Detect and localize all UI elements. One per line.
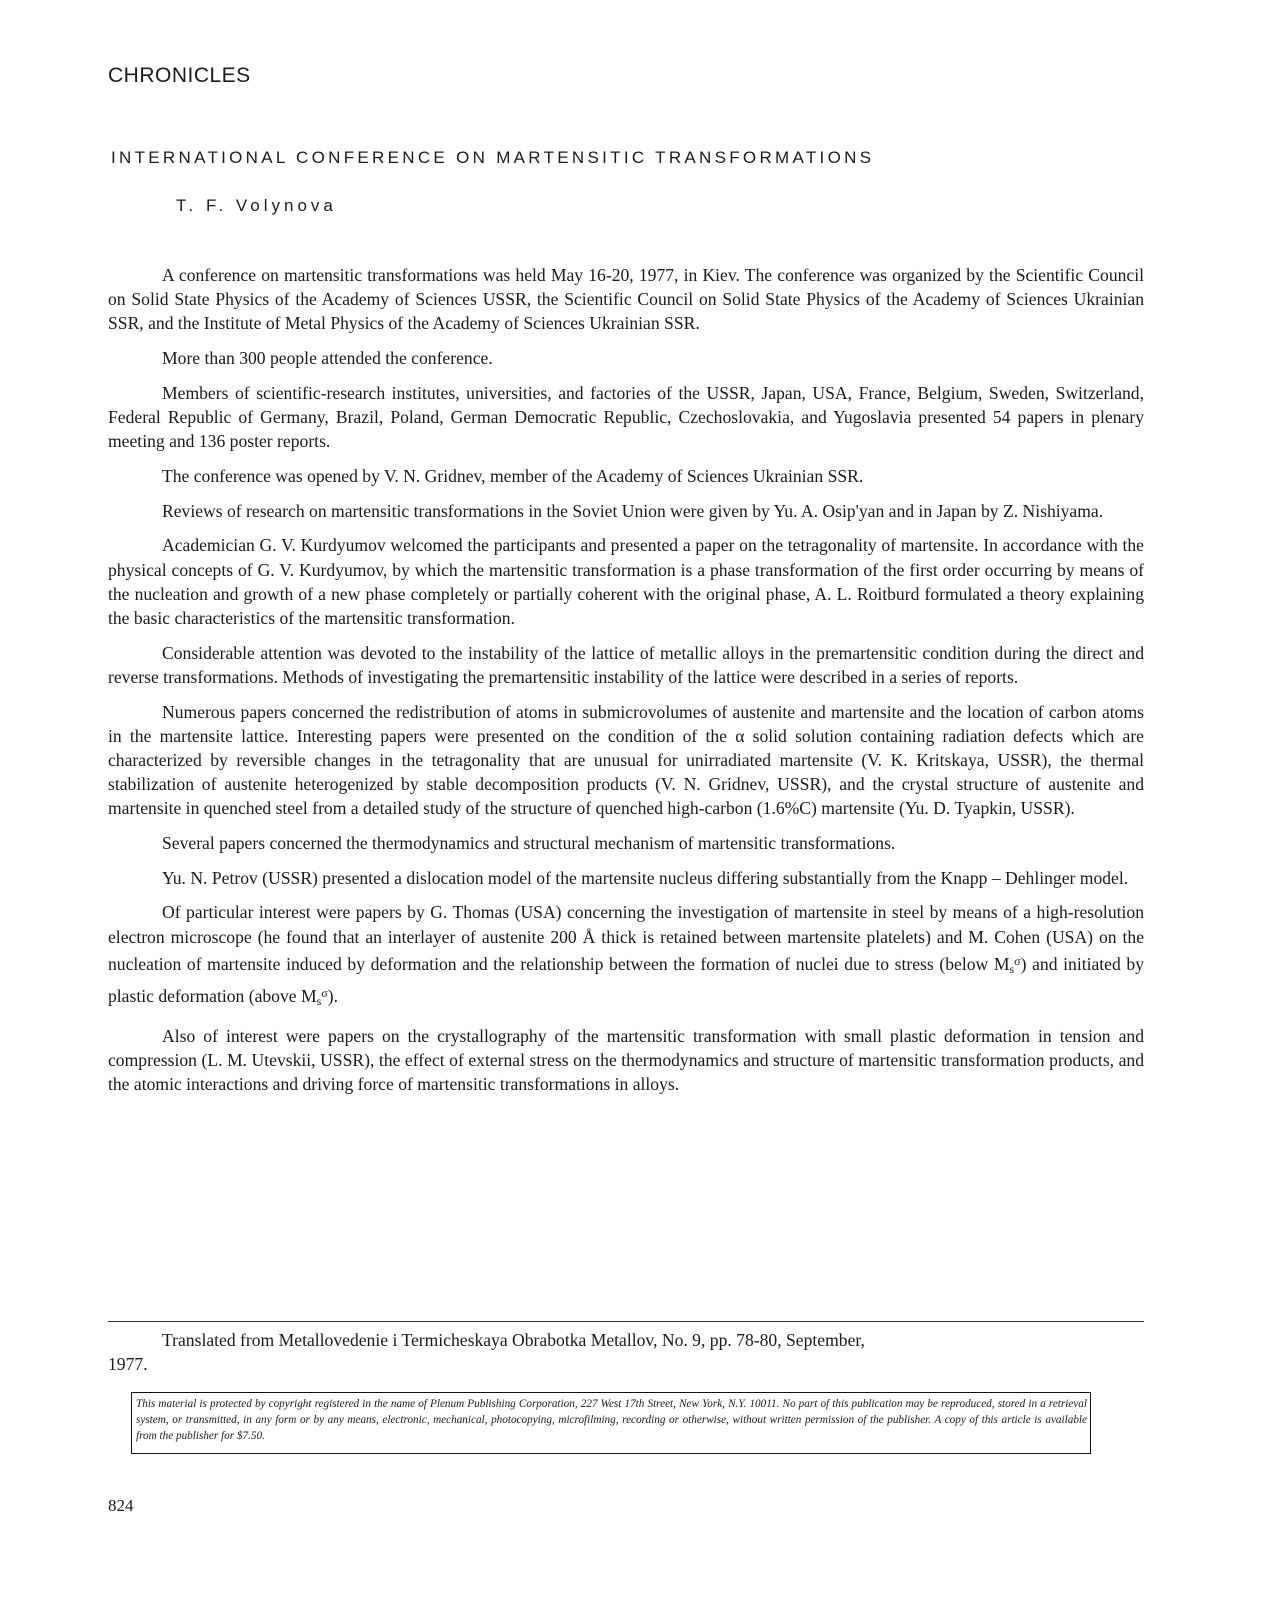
article-title: INTERNATIONAL CONFERENCE ON MARTENSITIC TRANSFORMATIONS	[111, 148, 875, 167]
text-run: Of particular interest were papers by G. Thomas (USA) concerning the investigation of martensite in steel by means of a high-resolution electron microscope (he found that an interlayer of austenite 200 Å thick is retained between martensite platelets) and M. Cohen (USA) on the nucleation of martensite induced by deformation and the relationship between the formation of nuclei due to stress (below M	[108, 902, 1144, 974]
paragraph: Academician G. V. Kurdyumov welcomed the participants and presented a paper on the tetragonality of martensite. In accordance with the physical concepts of G. V. Kurdyumov, by which the martensitic transformation is a phase transformation of the first order occurring by means of the nucleation and growth of a new phase completely or partially coherent with the original phase, A. L. Roitburd formulated a theory explaining the basic characteristics of the martensitic transformation.	[108, 535, 1144, 628]
text-run: ) and initiated by plastic deformation (above M	[108, 953, 1145, 1007]
section-heading: CHRONICLES	[108, 64, 251, 87]
paragraph: More than 300 people attended the conference.	[162, 348, 493, 369]
subscript: s	[316, 994, 322, 1009]
paragraph: Yu. N. Petrov (USSR) presented a dislocation model of the martensite nucleus differing substantially from the Knapp – Dehlinger model.	[162, 867, 1129, 888]
footnote-divider	[108, 1321, 1144, 1322]
paragraph: Reviews of research on martensitic transformations in the Soviet Union were given by Yu. A. Osip'yan and in Japan by Z. Nishiyama.	[162, 500, 1104, 521]
copyright-notice: This material is protected by copyright registered in the name of Plenum Publishing Corporation, 227 West 17th Street, New York, N.Y. 10011. No part of this publication may be reproduced, stored in a retrieval system, or transmitted, in any form or by any means, electronic, mechanical, photocopying, microfilming, recording or otherwise, without written permission of the publisher. A copy of this article is available from the publisher for $7.50.	[131, 1392, 1091, 1454]
paragraph	[108, 900, 1144, 1013]
paragraph: Several papers concerned the thermodynamics and structural mechanism of martensitic transformations.	[162, 833, 896, 854]
paragraph: Members of scientific-research institutes, universities, and factories of the USSR, Japan, USA, France, Belgium, Sweden, Switzerland, Federal Republic of Germany, Brazil, Poland, German Democratic Republic, Czechoslovakia, and Yugoslavia presented 54 papers in plenary meeting and 136 poster reports.	[108, 382, 1144, 452]
superscript: σ	[321, 986, 328, 1001]
paragraph: Also of interest were papers on the crystallography of the martensitic transformation with small plastic deformation in tension and compression (L. M. Utevskii, USSR), the effect of external stress on the thermodynamics and structure of martensitic transformation products, and the atomic interactions and driving force of martensitic transformations in alloys.	[108, 1025, 1144, 1095]
translation-source: Translated from Metallovedenie i Termicheskaya Obrabotka Metallov, No. 9, pp. 78-80, September,	[162, 1330, 865, 1350]
article-author: T. F. Volynova	[176, 196, 337, 215]
paragraph: The conference was opened by V. N. Gridnev, member of the Academy of Sciences Ukrainian SSR.	[162, 465, 864, 486]
paragraph: Considerable attention was devoted to the instability of the lattice of metallic alloys in the premartensitic condition during the direct and reverse transformations. Methods of investigating the premartensitic instability of the lattice were described in a series of reports.	[108, 642, 1144, 687]
translation-note	[108, 1328, 1108, 1376]
subscript: s	[1009, 961, 1015, 976]
translation-year: 1977.	[108, 1354, 148, 1374]
page-number: 824	[108, 1496, 134, 1515]
article-body	[108, 263, 1144, 1107]
paragraph: Numerous papers concerned the redistribution of atoms in submicrovolumes of austenite and martensite and the location of carbon atoms in the martensite lattice. Interesting papers were presented on the condition of the α solid solution containing radiation defects which are characterized by reversible changes in the tetragonality that are unusual for unirradiated martensite (V. K. Kritskaya, USSR), the thermal stabilization of austenite heterogenized by stable decomposition products (V. N. Gridnev, USSR), and the crystal structure of austenite and martensite in quenched steel from a detailed study of the structure of quenched high-carbon (1.6%C) martensite (Yu. D. Tyapkin, USSR).	[108, 701, 1144, 819]
text-run: ).	[327, 986, 339, 1007]
superscript: σ	[1014, 953, 1021, 968]
paragraph: A conference on martensitic transformations was held May 16-20, 1977, in Kiev. The conference was organized by the Scientific Council on Solid State Physics of the Academy of Sciences USSR, the Scientific Council on Solid State Physics of the Academy of Sciences Ukrainian SSR, and the Institute of Metal Physics of the Academy of Sciences Ukrainian SSR.	[108, 265, 1144, 334]
